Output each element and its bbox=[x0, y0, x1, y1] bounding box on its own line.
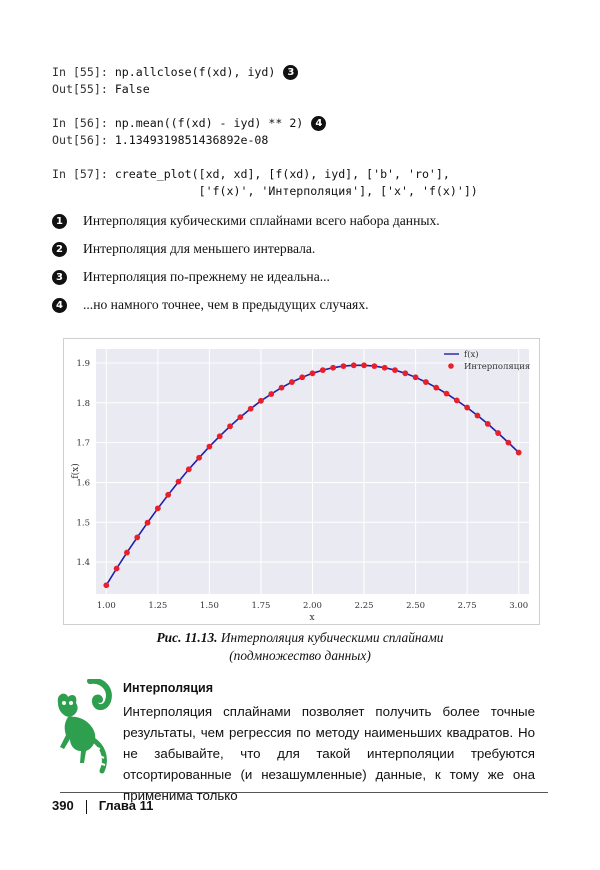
x-tick-label: 2.75 bbox=[457, 601, 477, 611]
output-prompt: Out[55]: bbox=[52, 82, 108, 96]
code-line: np.allclose(f(xd), iyd) bbox=[114, 65, 276, 79]
output-value: 1.1349319851436892e-08 bbox=[114, 133, 269, 147]
interp-point bbox=[207, 444, 213, 450]
y-tick-label: 1.4 bbox=[76, 558, 90, 569]
x-tick-label: 1.50 bbox=[199, 601, 219, 611]
callout-3-icon: 3 bbox=[52, 270, 67, 285]
legend-label-interp: Интерполяция bbox=[464, 362, 531, 372]
interp-point bbox=[495, 430, 501, 436]
caption-label: Рис. 11.13. bbox=[156, 630, 218, 645]
note-2 bbox=[52, 240, 315, 258]
interp-point bbox=[454, 397, 460, 403]
code-line: create_plot([xd, xd], [f(xd), iyd], ['b', 'ro'], bbox=[114, 167, 450, 181]
code-cell-57-continuation bbox=[52, 183, 478, 200]
interp-point bbox=[237, 414, 243, 420]
callout-4-icon: 4 bbox=[52, 298, 67, 313]
x-tick-label: 2.25 bbox=[354, 601, 374, 611]
page-footer bbox=[52, 798, 153, 814]
interp-point bbox=[475, 413, 481, 419]
y-tick-label: 1.5 bbox=[76, 518, 90, 529]
interp-point bbox=[176, 479, 182, 485]
lemur-icon bbox=[50, 679, 114, 777]
interpolation-chart bbox=[64, 339, 539, 624]
note-1 bbox=[52, 212, 440, 230]
code-cell-55-input bbox=[52, 64, 298, 81]
figure-frame bbox=[63, 338, 540, 625]
interp-point bbox=[485, 421, 491, 427]
interp-point bbox=[165, 492, 171, 498]
legend-label-fx: f(x) bbox=[464, 350, 479, 360]
x-axis-label: x bbox=[309, 613, 315, 623]
interp-point bbox=[217, 433, 223, 439]
figure-caption-line-2: (подмножество данных) bbox=[229, 648, 371, 663]
caption-line-1: Интерполяция кубическими сплайнами bbox=[220, 630, 444, 645]
interp-point bbox=[124, 550, 130, 556]
interp-point bbox=[227, 423, 233, 429]
y-tick-label: 1.9 bbox=[76, 358, 90, 369]
note-text: Интерполяция кубическими сплайнами всего набора данных. bbox=[83, 213, 440, 228]
callout-1-icon: 1 bbox=[52, 214, 67, 229]
y-tick-label: 1.7 bbox=[76, 438, 90, 449]
interp-point bbox=[248, 406, 254, 412]
interp-point bbox=[341, 363, 347, 369]
code-line: ['f(x)', 'Интерполяция'], ['x', 'f(x)']) bbox=[114, 184, 478, 198]
callout-3-icon: 3 bbox=[283, 65, 298, 80]
footer-divider bbox=[86, 800, 87, 814]
input-prompt: In [57]: bbox=[52, 167, 108, 181]
x-tick-label: 1.00 bbox=[96, 601, 116, 611]
code-cell-55-output bbox=[52, 81, 150, 98]
interp-point bbox=[402, 370, 408, 376]
y-tick-label: 1.6 bbox=[76, 478, 90, 489]
interp-point bbox=[433, 385, 439, 391]
y-axis-label: f(x) bbox=[71, 463, 81, 479]
interp-point bbox=[114, 566, 120, 572]
input-prompt: In [55]: bbox=[52, 65, 108, 79]
interp-point bbox=[505, 440, 511, 446]
sidebar-title: Интерполяция bbox=[123, 681, 214, 695]
interp-point bbox=[279, 385, 285, 391]
input-prompt: In [56]: bbox=[52, 116, 108, 130]
figure-caption bbox=[0, 629, 600, 647]
chapter-label: Глава 11 bbox=[98, 798, 154, 813]
code-cell-56-output bbox=[52, 132, 268, 149]
y-tick-label: 1.8 bbox=[76, 398, 90, 409]
interp-point bbox=[444, 391, 450, 397]
x-tick-label: 1.25 bbox=[148, 601, 168, 611]
sidebar-text: Интерполяция сплайнами позволяет получить более точные результаты, чем регрессия по методу наименьших квадратов. Но не забывайте, что для такой интерполяции требуются отсортированные (и незашумленные) данные, к тому же она применима только bbox=[123, 704, 535, 803]
interp-point bbox=[361, 362, 367, 368]
callout-4-icon: 4 bbox=[311, 116, 326, 131]
output-value: False bbox=[114, 82, 150, 96]
interp-point bbox=[103, 582, 109, 588]
interp-point bbox=[299, 374, 305, 380]
legend-marker-swatch bbox=[448, 363, 454, 369]
interp-point bbox=[382, 365, 388, 371]
interp-point bbox=[516, 450, 522, 456]
footer-rule bbox=[60, 792, 548, 793]
callout-2-icon: 2 bbox=[52, 242, 67, 257]
code-cell-56-input bbox=[52, 115, 326, 132]
note-text: Интерполяция по-прежнему не идеальна... bbox=[83, 269, 330, 284]
note-4 bbox=[52, 296, 369, 314]
code-cell-57-input bbox=[52, 166, 450, 183]
interp-point bbox=[155, 505, 161, 511]
interp-point bbox=[145, 520, 151, 526]
interp-point bbox=[186, 466, 192, 472]
x-tick-label: 2.00 bbox=[303, 601, 322, 611]
note-3 bbox=[52, 268, 330, 286]
interp-point bbox=[258, 398, 264, 404]
interp-point bbox=[330, 365, 336, 371]
interp-point bbox=[268, 391, 274, 397]
interp-point bbox=[320, 367, 326, 373]
x-tick-label: 1.75 bbox=[251, 601, 271, 611]
note-text: ...но намного точнее, чем в предыдущих случаях. bbox=[83, 297, 369, 312]
interp-point bbox=[464, 405, 470, 411]
page-number: 390 bbox=[52, 798, 74, 813]
interp-point bbox=[423, 379, 429, 385]
output-prompt: Out[56]: bbox=[52, 133, 108, 147]
x-tick-label: 3.00 bbox=[509, 601, 529, 611]
interp-point bbox=[371, 363, 377, 369]
interp-point bbox=[196, 455, 202, 461]
code-line: np.mean((f(xd) - iyd) ** 2) bbox=[114, 116, 304, 130]
x-tick-label: 2.50 bbox=[406, 601, 426, 611]
interp-point bbox=[413, 374, 419, 380]
interp-point bbox=[351, 362, 357, 368]
interp-point bbox=[392, 367, 398, 373]
note-text: Интерполяция для меньшего интервала. bbox=[83, 241, 316, 256]
interp-point bbox=[134, 535, 140, 541]
interp-point bbox=[289, 379, 295, 385]
interp-point bbox=[310, 370, 316, 376]
